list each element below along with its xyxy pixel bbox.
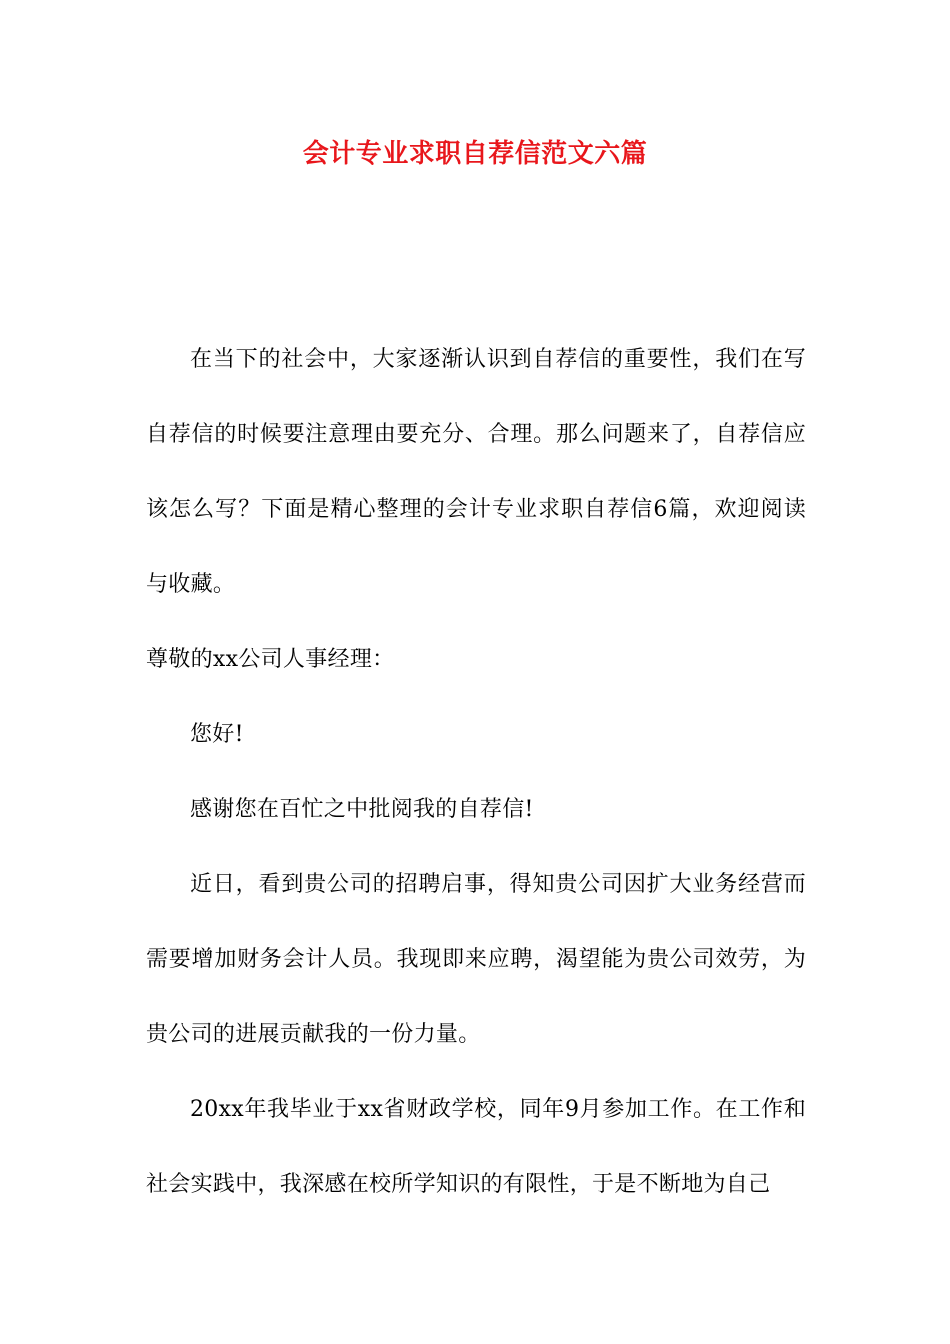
greeting: 您好! <box>190 722 244 747</box>
salutation: 尊敬的xx公司人事经理： <box>146 647 395 672</box>
document-title: 会计专业求职自荐信范文六篇 <box>302 139 648 169</box>
application-paragraph: 近日，看到贵公司的招聘启事，得知贵公司因扩大业务经营而需要增加财务会计人员。我现即来应聘，渴望能为贵公司效劳，为贵公司的进展贡献我的一份力量。 <box>146 872 806 1047</box>
document-body <box>146 322 806 1222</box>
thanks-paragraph: 感谢您在百忙之中批阅我的自荐信! <box>190 797 534 822</box>
background-paragraph: 20xx年我毕业于xx省财政学校，同年9月参加工作。在工作和社会实践中，我深感在校所学知识的有限性，于是不断地为自己 <box>146 1097 806 1197</box>
intro-paragraph: 在当下的社会中，大家逐渐认识到自荐信的重要性，我们在写自荐信的时候要注意理由要充分、合理。那么问题来了，自荐信应该怎么写？下面是精心整理的会计专业求职自荐信6篇，欢迎阅读与收藏。 <box>146 347 806 597</box>
